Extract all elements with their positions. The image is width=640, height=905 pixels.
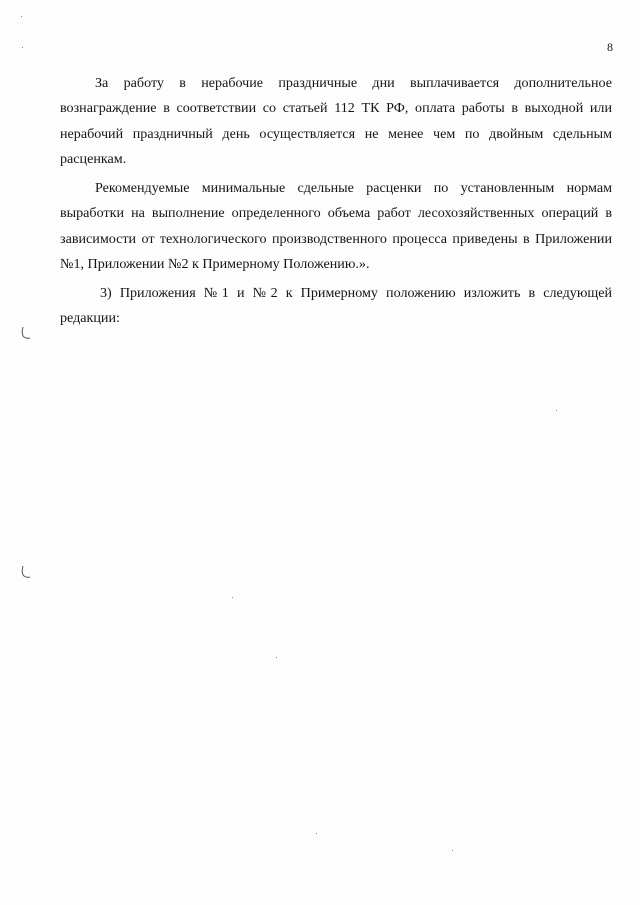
scan-speck <box>22 47 23 48</box>
paragraph-piece-rates: Рекомендуемые минимальные сдельные расценки по установленным нормам выработки на выполнение определенного объема работ лесохозяйственных операций в зависимости от технологического производственного процесса приведены в Приложении №1, Приложении №2 к Примерному Положению.». <box>60 179 612 273</box>
binding-hole-mark-lower <box>21 565 31 579</box>
paragraph-overtime-holiday-pay: За работу в нерабочие праздничные дни выплачивается дополнительное вознаграждение в соответствии со статьей 112 ТК РФ, оплата работы в выходной или нерабочий праздничный день осуществляется не менее чем по двойным сдельным расценкам. <box>60 75 612 168</box>
document-body <box>60 71 612 335</box>
page-number: 8 <box>607 40 613 54</box>
binding-hole-mark-upper <box>21 326 31 340</box>
paragraph-appendices-amendment: 3) Приложения №1 и №2 к Примерному положению изложить в следующей редакции: <box>60 284 612 327</box>
scan-speck <box>452 850 453 851</box>
scan-speck <box>556 410 557 411</box>
scan-speck <box>316 833 317 834</box>
scan-speck <box>232 597 233 598</box>
scan-speck <box>21 16 22 17</box>
scan-speck <box>276 657 277 658</box>
